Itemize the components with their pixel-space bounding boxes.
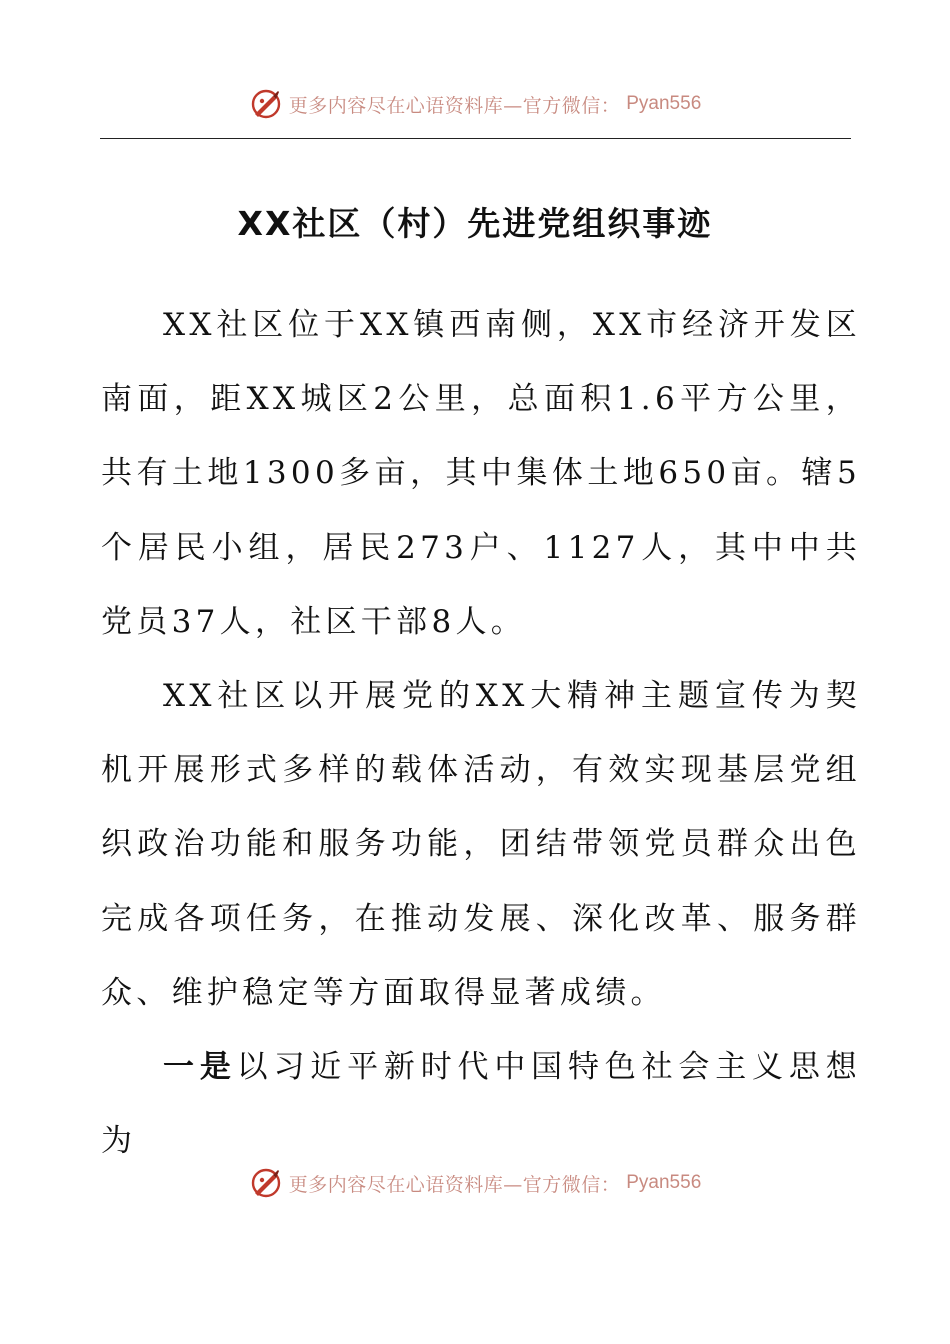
paragraph-achievements: XX社区以开展党的XX大精神主题宣传为契机开展形式多样的载体活动，有效实现基层党组织政治功能和服务功能，团结带领党员群众出色完成各项任务，在推动发展、深化改革、服务群众、维护稳定等方面取得显著成绩。 bbox=[101, 678, 861, 1011]
paragraph-first-point bbox=[101, 1030, 861, 1178]
first-point-lead: 一是 bbox=[163, 1049, 237, 1086]
banner-text: 更多内容尽在心语资料库—官方微信： bbox=[288, 1173, 621, 1196]
document-body bbox=[101, 288, 861, 1178]
paragraph-intro: XX社区位于XX镇西南侧，XX市经济开发区南面，距XX城区2公里，总面积1.6平方公里，共有土地1300多亩，其中集体土地650亩。辖5个居民小组，居民273户、1127人，其中中共党员37人，社区干部8人。 bbox=[101, 307, 861, 640]
header-banner bbox=[0, 84, 950, 124]
first-point-text: 以习近平新时代中国特色社会主义思想为 bbox=[101, 1049, 861, 1160]
pen-logo-icon bbox=[249, 1166, 283, 1200]
banner-text: 更多内容尽在心语资料库—官方微信： bbox=[288, 94, 621, 117]
header-divider bbox=[100, 138, 851, 139]
footer-banner bbox=[0, 1163, 950, 1203]
banner-wechat-id: Pyan556 bbox=[626, 1172, 702, 1193]
pen-logo-icon bbox=[249, 87, 283, 121]
banner-wechat-id: Pyan556 bbox=[626, 93, 702, 114]
document-title: XX社区（村）先进党组织事迹 bbox=[237, 204, 713, 243]
